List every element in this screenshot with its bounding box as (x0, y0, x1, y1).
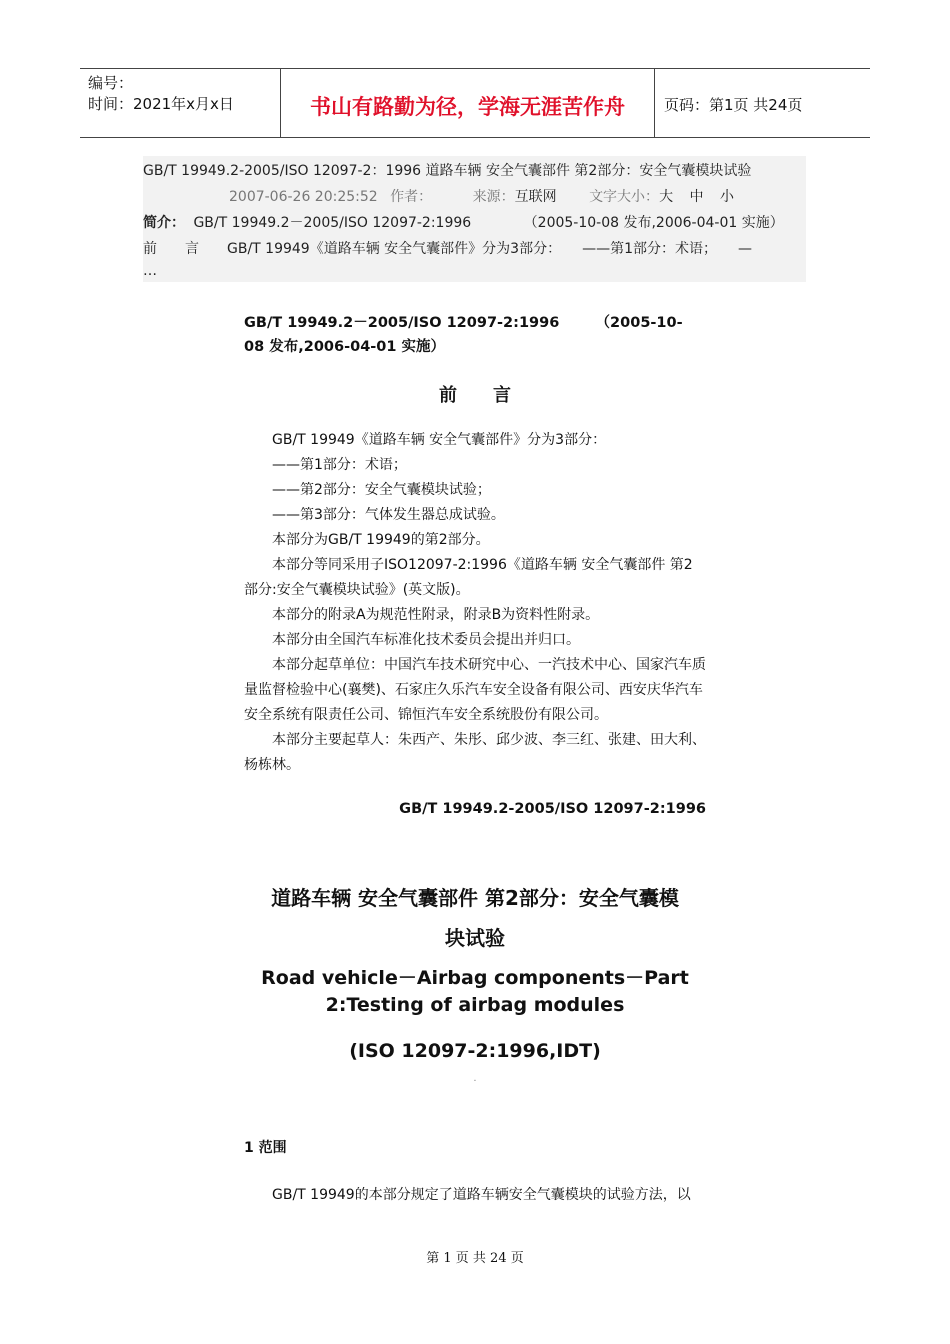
foreword-paragraph: 本部分为GB/T 19949的第2部分。 (272, 532, 490, 548)
meta-summary-label: 简介： (143, 215, 185, 231)
separator-dot: · (473, 1076, 477, 1087)
font-size-large-link[interactable]: 大 (659, 189, 674, 205)
header-time-label: 时间：2021年x月x日 (88, 95, 234, 113)
standard-reference: GB/T 19949.2-2005/ISO 12097-2:1996 (399, 801, 706, 817)
iso-reference: (ISO 12097-2:1996,IDT) (349, 1040, 601, 1062)
page-footer: 第 1 页 共 24 页 (426, 1251, 524, 1266)
foreword-title: 前 言 (439, 385, 511, 406)
meta-fontsize-label: 文字大小： (589, 189, 660, 205)
foreword-body (244, 428, 706, 778)
article-meta-box (143, 156, 806, 282)
section-1-text: GB/T 19949的本部分规定了道路车辆安全气囊模块的试验方法，以 (272, 1187, 691, 1203)
chinese-title (238, 878, 712, 958)
english-title (238, 965, 712, 1019)
chinese-title-line-2: 块试验 (445, 926, 505, 950)
foreword-paragraph: 本部分等同采用子ISO12097-2:1996《道路车辆 安全气囊部件 第2部分:安全气囊模块试验》(英文版)。 (244, 557, 693, 598)
header-number-label: 编号： (88, 74, 134, 92)
std-line-2: 08 发布,2006-04-01 实施） (244, 339, 446, 355)
meta-info-row (229, 184, 734, 210)
english-title-line-1: Road vehicle－Airbag components－Part (261, 967, 689, 989)
font-size-medium-link[interactable]: 中 (689, 189, 704, 205)
foreword-paragraph: ——第1部分：术语； (272, 457, 407, 473)
foreword-paragraph: GB/T 19949《道路车辆 安全气囊部件》分为3部分： (272, 432, 607, 448)
meta-summary-line4: … (143, 263, 157, 279)
foreword-paragraph: 本部分的附录A为规范性附录，附录B为资料性附录。 (272, 607, 600, 623)
meta-author-label: 作者： (390, 189, 433, 205)
meta-summary-line3: 前 言 GB/T 19949《道路车辆 安全气囊部件》分为3部分： ——第1部分：术语； — (143, 241, 752, 257)
header-info (88, 73, 234, 115)
english-title-line-2: 2:Testing of airbag modules (325, 994, 625, 1016)
meta-source-label: 来源： (472, 189, 515, 205)
foreword-paragraph: ——第3部分：气体发生器总成试验。 (272, 507, 505, 523)
header-motto: 书山有路勤为径，学海无涯苦作舟 (310, 95, 625, 119)
font-size-small-link[interactable]: 小 (719, 189, 734, 205)
meta-summary-row (143, 210, 784, 236)
foreword-paragraph: 本部分主要起草人：朱西产、朱彤、邱少波、李三红、张建、田大利、杨栋林。 (244, 732, 706, 773)
meta-source: 互联网 (514, 189, 557, 205)
foreword-paragraph: 本部分起草单位：中国汽车技术研究中心、一汽技术中心、国家汽车质量监督检验中心(襄樊)、石家庄久乐汽车安全设备有限公司、西安庆华汽车安全系统有限责任公司、锦恒汽车安全系统股份有限公司。 (244, 657, 706, 723)
header-divider (654, 69, 655, 137)
document-header-table (80, 68, 870, 138)
foreword-paragraph: 本部分由全国汽车标准化技术委员会提出并归口。 (272, 632, 580, 648)
chinese-title-line-1: 道路车辆 安全气囊部件 第2部分：安全气囊模 (271, 886, 679, 910)
header-page-label: 页码：第1页 共24页 (664, 96, 803, 114)
std-line-1: GB/T 19949.2－2005/ISO 12097-2:1996 （2005-10- (244, 315, 683, 331)
meta-summary-dates: （2005-10-08 发布,2006-04-01 实施） (523, 215, 784, 231)
std-designation (244, 311, 706, 359)
foreword-paragraph: ——第2部分：安全气囊模块试验； (272, 482, 491, 498)
meta-datetime: 2007-06-26 20:25:52 (229, 189, 378, 205)
section-1-heading: 1 范围 (244, 1140, 287, 1156)
meta-summary-std: GB/T 19949.2－2005/ISO 12097-2:1996 (193, 215, 472, 231)
meta-title: GB/T 19949.2-2005/ISO 12097-2：1996 道路车辆 安全气囊部件 第2部分：安全气囊模块试验 (143, 163, 752, 179)
